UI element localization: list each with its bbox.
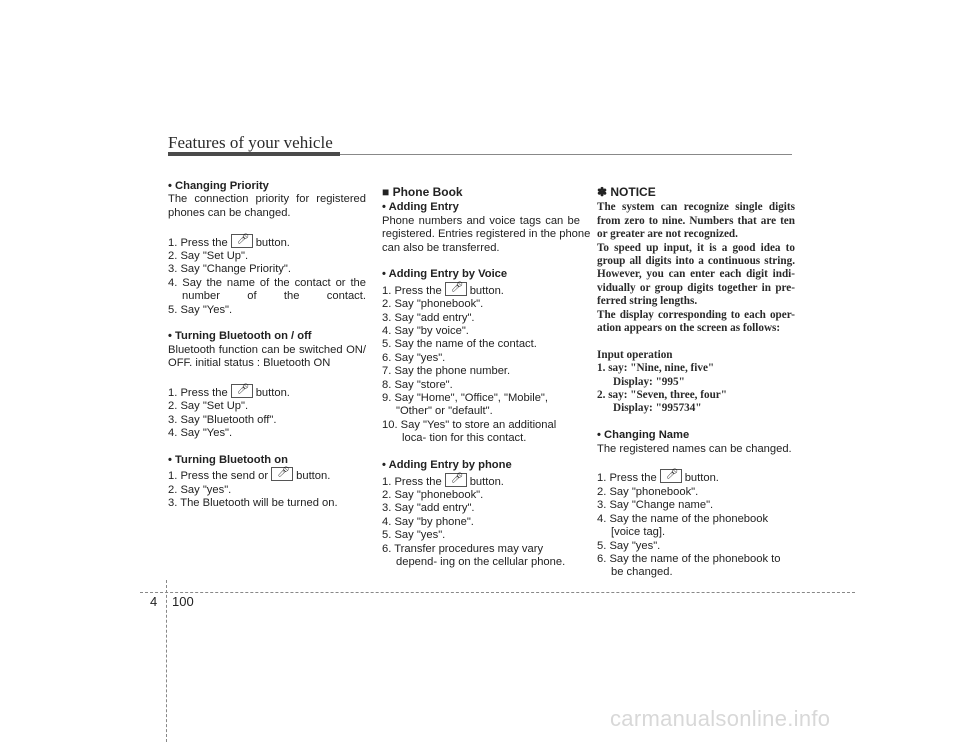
footer-rule: [140, 592, 855, 593]
talk-button-icon: 🎤︎: [231, 234, 253, 248]
adding-entry-desc-1: Phone numbers and voice tags can be: [382, 214, 580, 227]
notice-line-10: ation appears on the screen as follows:: [597, 322, 781, 335]
notice-line-1: The system can recognize single digits: [597, 201, 795, 214]
notice-line-2: from zero to nine. Numbers that are ten: [597, 214, 795, 227]
notice-line-5: group all digits into a continuous string.: [597, 255, 795, 268]
by-voice-step-9: 9. Say "Home", "Office", "Mobile", "Other" or "default".: [382, 392, 549, 418]
changing-name-desc: The registered names can be changed.: [597, 442, 792, 455]
changing-name-step-6: 6. Say the name of the phonebook to be changed.: [597, 552, 781, 579]
bt-on-title: • Turning Bluetooth on: [168, 454, 288, 467]
notice-line-3: or greater are not recognized.: [597, 228, 738, 241]
input-op-title: Input operation: [597, 348, 673, 361]
bt-on-step-1: 1. Press the send or 🎤︎ button.: [168, 467, 331, 483]
changing-priority-step-5: 5. Say "Yes".: [168, 303, 233, 316]
bt-onoff-step-2: 2. Say "Set Up".: [168, 400, 249, 413]
bt-onoff-step-1: 1. Press the 🎤︎ button.: [168, 384, 290, 400]
changing-priority-step-1: 1. Press the 🎤︎ button.: [168, 233, 290, 249]
by-voice-step-4: 4. Say "by voice".: [382, 325, 469, 338]
footer-divider: [166, 580, 167, 742]
talk-button-icon: 🎤︎: [660, 469, 682, 483]
notice-line-6: However, you can enter each digit indi-: [597, 268, 795, 281]
changing-name-step-3: 3. Say "Change name".: [597, 499, 714, 512]
by-phone-step-3: 3. Say "add entry".: [382, 502, 475, 515]
changing-priority-step-4: 4. Say the name of the contact or the number of the contact.: [168, 276, 366, 303]
bt-onoff-desc-2: OFF. initial status : Bluetooth ON: [168, 357, 331, 370]
header-rule: [340, 154, 792, 155]
input-op-display-1: Display: "995": [613, 375, 685, 388]
by-phone-step-4: 4. Say "by phone".: [382, 515, 474, 528]
watermark: carmanualsonline.info: [610, 706, 831, 731]
bt-onoff-title: • Turning Bluetooth on / off: [168, 330, 312, 343]
header-accent-bar: [168, 152, 340, 156]
notice-line-7: vidually or group digits together in pre-: [597, 281, 795, 294]
bt-onoff-desc-1: Bluetooth function can be switched ON/: [168, 343, 366, 356]
column-middle: [382, 180, 591, 569]
by-phone-step-6: 6. Transfer procedures may vary depend- ing on the cellular phone.: [382, 542, 566, 568]
changing-name-step-5: 5. Say "yes".: [597, 539, 661, 552]
column-right: [597, 180, 795, 580]
changing-name-step-4: 4. Say the name of the phonebook [voice tag].: [597, 512, 769, 539]
talk-button-icon: 🎤︎: [271, 467, 293, 481]
input-op-line-1: 1. say: "Nine, nine, five": [597, 362, 715, 375]
by-voice-title: • Adding Entry by Voice: [382, 268, 508, 281]
by-voice-step-6: 6. Say "yes".: [382, 351, 446, 364]
notice-heading: ✽ NOTICE: [597, 185, 656, 199]
talk-button-icon: 🎤︎: [445, 473, 467, 487]
changing-priority-desc-1: The connection priority for registered: [168, 193, 366, 206]
changing-name-step-2: 2. Say "phonebook".: [597, 485, 699, 498]
talk-button-icon: 🎤︎: [445, 282, 467, 296]
bt-on-step-2: 2. Say "yes".: [168, 483, 232, 496]
by-phone-step-5: 5. Say "yes".: [382, 529, 446, 542]
phone-book-heading: ■ Phone Book: [382, 185, 463, 199]
changing-name-step-1: 1. Press the 🎤︎ button.: [597, 469, 719, 485]
changing-priority-title: • Changing Priority: [168, 180, 269, 192]
page-number: 100: [172, 594, 194, 609]
bt-onoff-step-3: 3. Say "Bluetooth off".: [168, 413, 277, 426]
adding-entry-desc-2: registered. Entries registered in the phone: [382, 228, 591, 241]
adding-entry-desc-3: can also be transferred.: [382, 241, 500, 254]
page-header-title: Features of your vehicle: [168, 133, 333, 152]
bt-onoff-step-4: 4. Say "Yes".: [168, 427, 233, 440]
by-voice-step-1: 1. Press the 🎤︎ button.: [382, 281, 504, 297]
adding-entry-title: • Adding Entry: [382, 201, 459, 214]
by-voice-step-3: 3. Say "add entry".: [382, 311, 475, 324]
input-op-display-2: Display: "995734": [613, 402, 702, 415]
talk-button-icon: 🎤︎: [231, 384, 253, 398]
by-voice-step-5: 5. Say the name of the contact.: [382, 338, 537, 351]
notice-line-9: The display corresponding to each oper-: [597, 308, 795, 321]
changing-priority-desc-2: phones can be changed.: [168, 206, 291, 219]
by-phone-step-2: 2. Say "phonebook".: [382, 488, 484, 501]
by-voice-step-8: 8. Say "store".: [382, 378, 453, 391]
by-voice-step-2: 2. Say "phonebook".: [382, 298, 484, 311]
by-phone-title: • Adding Entry by phone: [382, 459, 512, 472]
chapter-number: 4: [150, 594, 158, 609]
changing-name-title: • Changing Name: [597, 429, 690, 442]
input-op-line-2: 2. say: "Seven, three, four": [597, 389, 727, 402]
bt-on-step-3: 3. The Bluetooth will be turned on.: [168, 497, 338, 510]
by-phone-step-1: 1. Press the 🎤︎ button.: [382, 472, 504, 488]
changing-priority-step-3: 3. Say "Change Priority".: [168, 263, 291, 276]
notice-line-4: To speed up input, it is a good idea to: [597, 241, 795, 254]
changing-priority-step-2: 2. Say "Set Up".: [168, 250, 249, 263]
column-left: [168, 180, 366, 511]
by-voice-step-7: 7. Say the phone number.: [382, 365, 511, 378]
by-voice-step-10: 10. Say "Yes" to store an additional loca- tion for this contact.: [382, 418, 557, 445]
notice-line-8: ferred string lengths.: [597, 295, 698, 308]
